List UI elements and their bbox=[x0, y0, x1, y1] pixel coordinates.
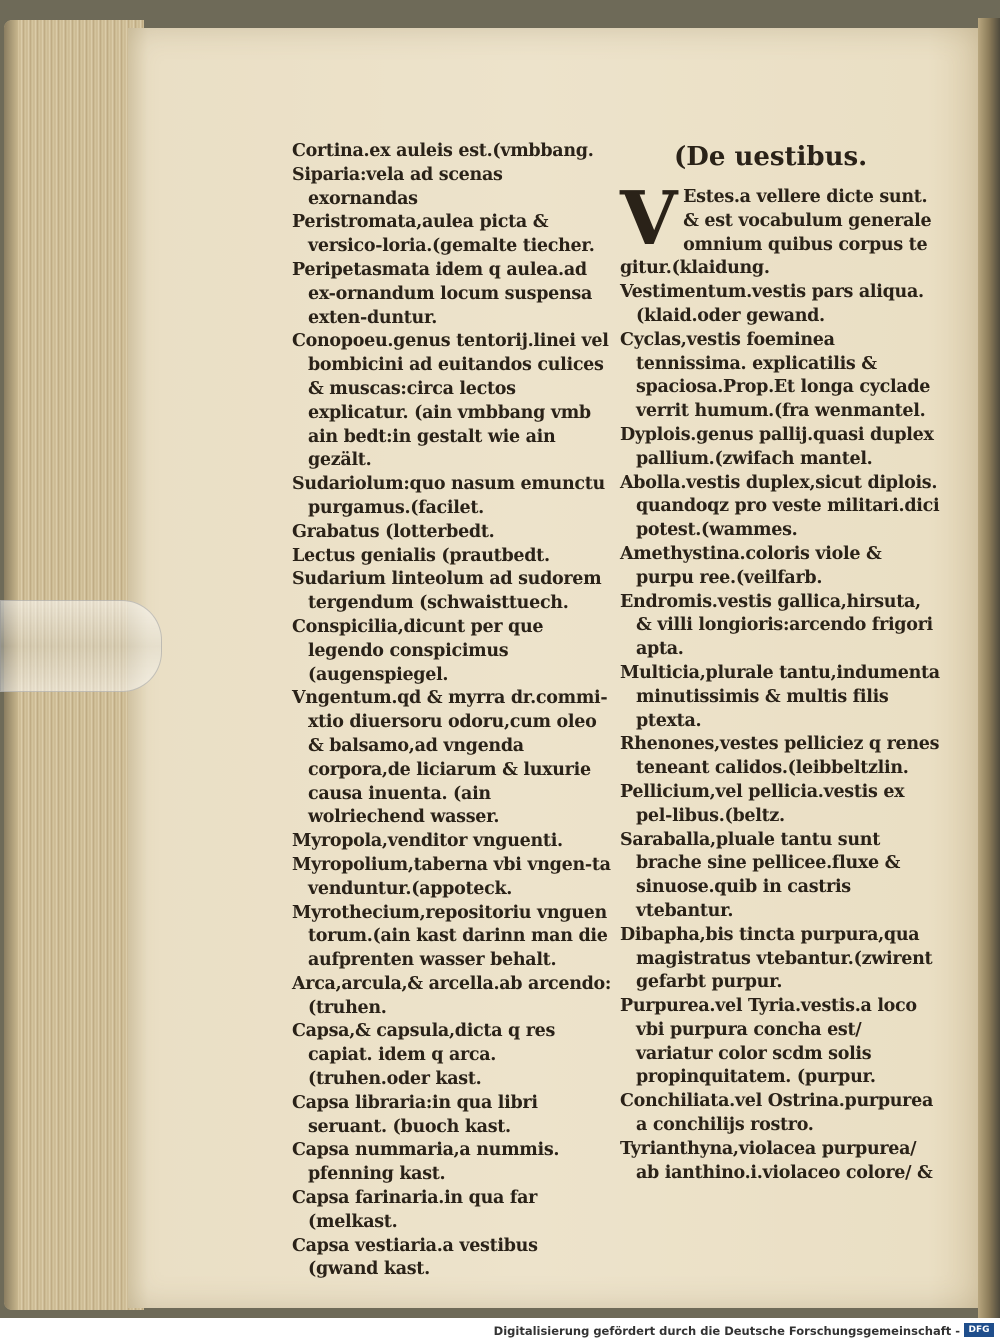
funding-footer bbox=[0, 1318, 1000, 1342]
left-entry: Grabatus (lotterbedt. bbox=[292, 521, 495, 542]
left-entry: Conspicilia,dicunt per que legendo conspicimus (augenspiegel. bbox=[292, 616, 544, 685]
right-entry: Amethystina.coloris viole & purpu ree.(veilfarb. bbox=[620, 543, 882, 588]
right-entry: Multicia,plurale tantu,indumenta minutissimis & multis filis ptexta. bbox=[620, 662, 940, 731]
right-entry: Dibapha,bis tincta purpura,qua magistratus vtebantur.(zwirent gefarbt purpur. bbox=[620, 924, 933, 993]
right-entry: Dyplois.genus pallij.quasi duplex pallium.(zwifach mantel. bbox=[620, 424, 934, 469]
left-entry: Capsa libraria:in qua libri seruant. (buoch kast. bbox=[292, 1092, 538, 1137]
left-column bbox=[292, 140, 612, 1282]
dfg-logo: DFG bbox=[964, 1323, 994, 1337]
right-entry: Purpurea.vel Tyria.vestis.a loco vbi purpura concha est/ variatur color scdm solis propinquitatem. (purpur. bbox=[620, 996, 917, 1088]
left-entry: Peristromata,aulea picta & versico-loria.(gemalte tiecher. bbox=[292, 212, 595, 257]
left-entry: Conopoeu.genus tentorij.linei vel bombicini ad euitandos culices & muscas:circa lectos explicatur. (ain vmbbang vmb ain bedt:in gestalt wie ain gezält. bbox=[292, 331, 609, 471]
right-column bbox=[620, 140, 940, 1185]
left-entry: Arca,arcula,& arcella.ab arcendo: (truhen. bbox=[292, 973, 612, 1018]
left-entry: Capsa nummaria,a nummis. pfenning kast. bbox=[292, 1140, 560, 1185]
funding-text: Digitalisierung gefördert durch die Deutsche Forschungsgemeinschaft - bbox=[493, 1324, 960, 1338]
drop-initial: V bbox=[620, 176, 678, 262]
page-clip bbox=[0, 600, 162, 692]
right-entry: Tyrianthyna,violacea purpurea/ ab ianthino.i.violaceo colore/ & bbox=[620, 1138, 933, 1183]
first-entry bbox=[620, 176, 940, 281]
right-entry: Endromis.vestis gallica,hirsuta, & villi longioris:arcendo frigori apta. bbox=[620, 591, 933, 660]
book-right-edge bbox=[978, 18, 1000, 1318]
left-entry: Siparia:vela ad scenas exornandas bbox=[292, 164, 503, 209]
right-entry: Saraballa,pluale tantu sunt brache sine pellicee.fluxe & sinuose.quib in castris vtebantur. bbox=[620, 829, 901, 921]
left-entry: Capsa farinaria.in qua far (melkast. bbox=[292, 1188, 538, 1232]
right-entry: Abolla.vestis duplex,sicut diplois. quandoqz pro veste militari.dici potest.(wammes. bbox=[620, 472, 940, 541]
left-entry: Vngentum.qd & myrra dr.commi-xtio diuersoru odoru,cum oleo & balsamo,ad vngenda corpora,de liciarum & luxurie causa inuenta. (ain wolriechend wasser. bbox=[292, 688, 608, 828]
right-entry: Conchiliata.vel Ostrina.purpurea a conchilijs rostro. bbox=[620, 1091, 933, 1136]
section-heading: (De uestibus. bbox=[674, 142, 868, 172]
right-entry: Cyclas,vestis foeminea tennissima. explicatilis & spaciosa.Prop.Et longa cyclade verrit humum.(fra wenmantel. bbox=[620, 329, 931, 422]
left-entry: Myrothecium,repositoriu vnguen torum.(ain kast darinn man die aufprenten wasser behalt. bbox=[292, 902, 608, 971]
right-entry: Pellicium,vel pellicia.vestis ex pel-libus.(beltz. bbox=[620, 781, 905, 826]
first-entry-text: Estes.a vellere dicte sunt. & est vocabulum generale omnium quibus corpus te gitur.(klaidung. bbox=[620, 187, 932, 279]
left-entry: Lectus genialis (prautbedt. bbox=[292, 545, 550, 566]
right-entry: Vestimentum.vestis pars aliqua. (klaid.oder gewand. bbox=[620, 282, 924, 326]
left-entry: Capsa,& capsula,dicta q res capiat. idem q arca.(truhen.oder kast. bbox=[292, 1021, 556, 1090]
right-entry: Rhenones,vestes pelliciez q renes teneant calidos.(leibbeltzlin. bbox=[620, 734, 940, 779]
left-entry: Capsa vestiaria.a vestibus (gwand kast. bbox=[292, 1235, 538, 1280]
left-entry: Sudarium linteolum ad sudorem tergendum (schwaisttuech. bbox=[292, 569, 602, 614]
left-entry: Myropola,venditor vnguenti. bbox=[292, 831, 563, 852]
left-entry: Cortina.ex auleis est.(vmbbang. bbox=[292, 141, 594, 161]
left-entry: Peripetasmata idem q aulea.ad ex-ornandum locum suspensa exten-duntur. bbox=[292, 259, 592, 328]
left-entry: Sudariolum:quo nasum emunctu purgamus.(facilet. bbox=[292, 474, 605, 518]
left-entry: Myropolium,taberna vbi vngen-ta venduntur.(appoteck. bbox=[292, 854, 611, 899]
